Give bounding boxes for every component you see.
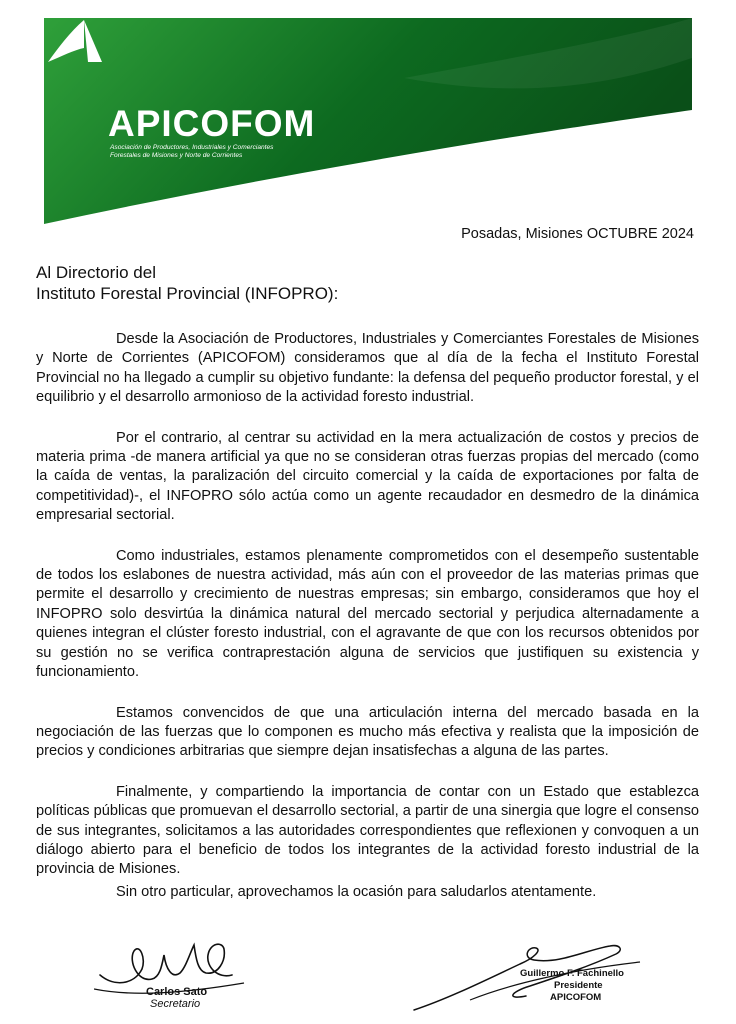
org-subtitle-line: Asociación de Productores, Industriales y Comerciantes xyxy=(110,144,274,151)
secretary-name: Carlos Sato xyxy=(146,986,208,998)
body-paragraph: Finalmente, y compartiendo la importancia de contar con un Estado que establezca políticas públicas que promuevan el desarrollo sectorial, a partir de una sinergia que logre el consenso de sus integrantes, solicitamos a las autoridades correspondientes que reflexionen y convoquen a un diálogo abierto para el beneficio de todos los integrantes de la actividad foresto industrial de la provincia de Misiones. xyxy=(36,783,699,878)
letter-body xyxy=(36,330,699,901)
date-line: Posadas, Misiones OCTUBRE 2024 xyxy=(461,226,694,242)
org-name-logo: APICOFOM xyxy=(108,103,316,144)
body-paragraph: Estamos convencidos de que una articulación interna del mercado basada en la negociación de las fuerzas que lo componen es mucho más efectiva y realista que la imposición de precios y condiciones arbitrarias que siempre dejan insatisfechas a alguna de las partes. xyxy=(36,704,699,760)
org-subtitle xyxy=(110,144,330,161)
president-name: Guillermo F. Fachinello xyxy=(520,968,624,979)
addressee xyxy=(36,262,338,304)
secretary-role: Secretario xyxy=(150,998,201,1010)
closing-line: Sin otro particular, aprovechamos la ocasión para saludarlos atentamente. xyxy=(116,884,597,900)
letterhead-banner xyxy=(44,18,692,224)
body-paragraph: Por el contrario, al centrar su actividad en la mera actualización de costos y precios de materia prima -de manera artificial ya que no se consideran otras fuerzas propias del mercado (como la caída de ventas, la paralización del circuito comercial y la caída de exportaciones por falta de competitividad)-, el INFOPRO sólo actúa como un agente recaudador en desmedro de la dinámica empresarial sectorial. xyxy=(36,429,699,524)
body-paragraph: Desde la Asociación de Productores, Industriales y Comerciantes Forestales de Misiones y Norte de Corrientes (APICOFOM) consideramos que al día de la fecha el Instituto Forestal Provincial no ha llegado a cumplir su objetivo fundante: la defensa del pequeño productor forestal, y el equilibrio y el desarrollo armonioso de la actividad foresto industrial. xyxy=(36,331,699,406)
apicofom-logo-icon xyxy=(44,18,106,64)
body-paragraph: Como industriales, estamos plenamente comprometidos con el desempeño sustentable de todos los eslabones de nuestra actividad, más aún con el proveedor de las materias primas que permite el desarrollo y crecimiento de nuestras empresas; sin embargo, consideramos que hoy el INFOPRO solo desvirtúa la dinámica natural del mercado sectorial y perjudica alternadamente a quienes integran el clúster foresto industrial, con el agravante de que con los recursos obtenidos por su gestión no se verifica contraprestación alguna de servicios que justifiquen su existencia y funcionamiento. xyxy=(36,547,699,681)
addressee-line: Instituto Forestal Provincial (INFOPRO): xyxy=(36,284,339,303)
president-role: Presidente xyxy=(554,980,603,991)
addressee-line: Al Directorio del xyxy=(36,263,156,282)
org-subtitle-line: Forestales de Misiones y Norte de Corrientes xyxy=(110,152,243,160)
president-org: APICOFOM xyxy=(550,992,602,1003)
